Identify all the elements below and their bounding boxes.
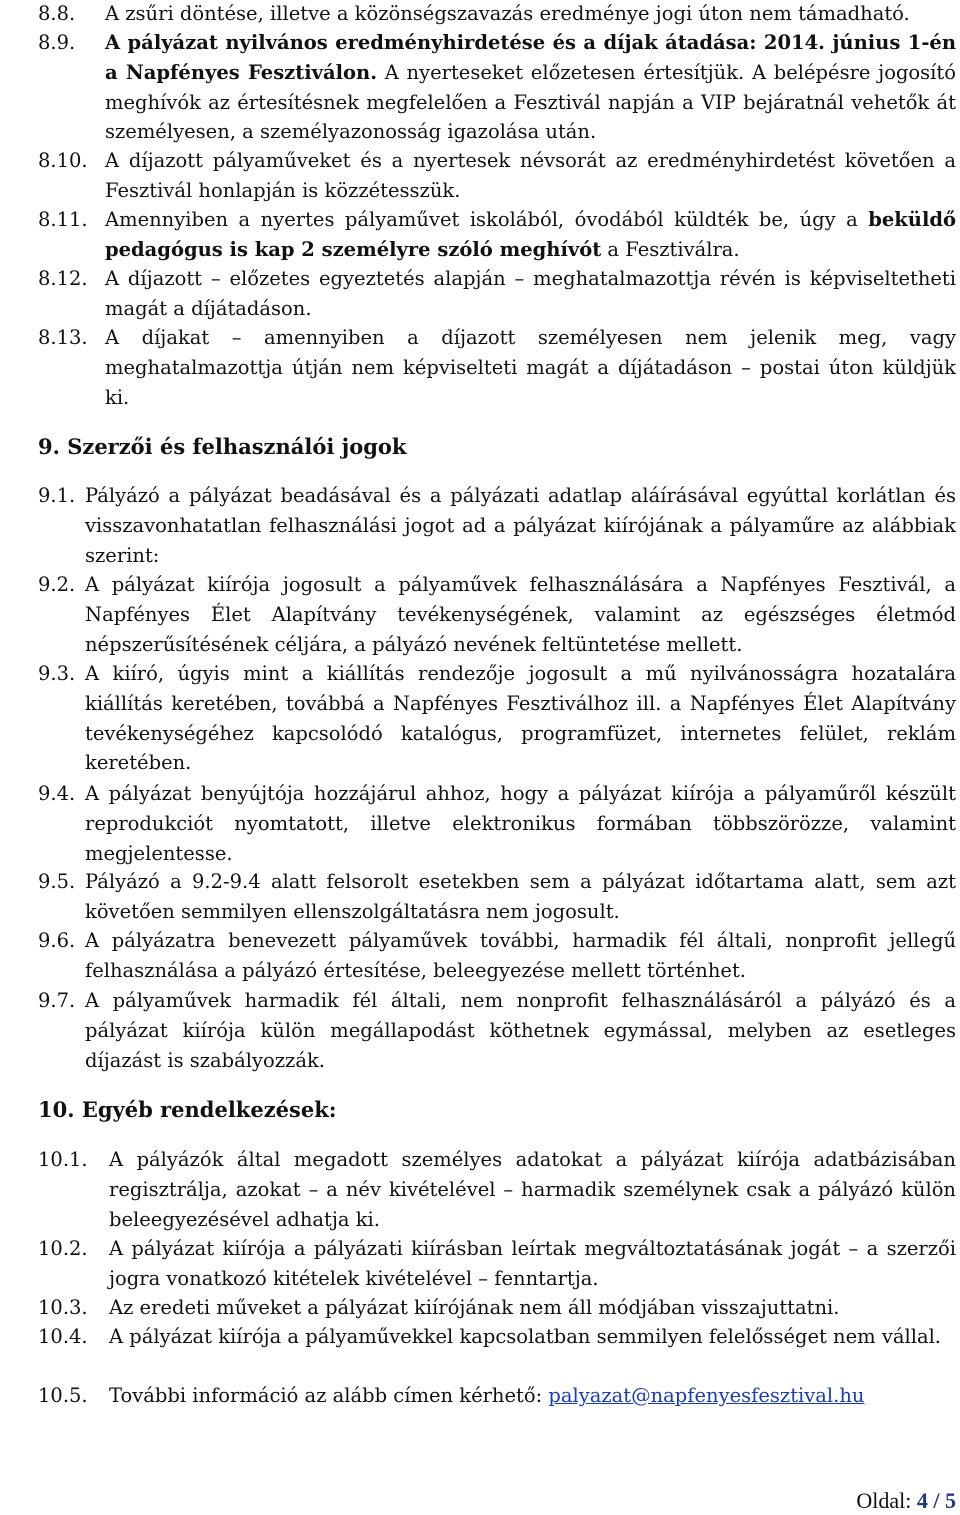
page-footer <box>856 1488 956 1514</box>
rule-text: A kiíró, úgyis mint a kiállítás rendezője jogosult a mű nyilvánosságra hozatalára kiállítás keretében, továbbá a Napfényes Fesztiválhoz ill. a Napfényes Élet Alapítvány tevékenységéhez kapcsolódó katalógus, programfüzet, internetes felület, reklám keretében. <box>85 662 956 775</box>
rule-text: A pályázók által megadott személyes adatokat a pályázat kiírója adatbázisában regisztrálja, azokat – a név kivételével – harmadik személynek csak a pályázó külön beleegyezésével adhatja ki. <box>109 1148 956 1231</box>
rule-9-2 <box>38 570 956 659</box>
rule-text: A pályázat kiírója jogosult a pályaművek felhasználására a Napfényes Fesztivál, a Napfényes Élet Alapítvány tevékenységének, valamint az egészséges életmód népszerűsítésének céljára, a pályázó nevének feltüntetése mellett. <box>85 573 956 656</box>
rule-number: 10.5. <box>38 1384 88 1407</box>
section-10-heading: 10. Egyéb rendelkezések: <box>38 1097 337 1122</box>
rule-text: A díjakat – amennyiben a díjazott személyesen nem jelenik meg, vagy meghatalmazottja útján nem képviselteti magát a díjátadáson – postai úton küldjük ki. <box>105 326 956 409</box>
rule-number: 9.3. <box>38 662 76 685</box>
rule-number: 8.11. <box>38 208 88 231</box>
page-label: Oldal: <box>856 1488 917 1513</box>
rule-number: 10.3. <box>38 1296 88 1319</box>
rule-10-5 <box>38 1381 956 1411</box>
rule-number: 9.2. <box>38 573 76 596</box>
rule-text: A pályázat kiírója a pályaművekkel kapcsolatban semmilyen felelősséget nem vállal. <box>109 1325 942 1348</box>
rule-number: 8.10. <box>38 149 88 172</box>
rule-text: A pályaművek harmadik fél általi, nem nonprofit felhasználásáról a pályázó és a pályázat kiírója külön megállapodást köthetnek egymással, melyben az esetleges díjazást is szabályozzák. <box>85 989 956 1072</box>
rule-number: 8.13. <box>38 326 88 349</box>
rule-text: A pályázat kiírója a pályázati kiírásban leírtak megváltoztatásának jogát – a szerzői jogra vonatkozó kitételek kivételével – fenntartja. <box>109 1237 956 1290</box>
rule-9-7 <box>38 986 956 1075</box>
rule-number: 10.4. <box>38 1325 88 1348</box>
rule-number: 8.12. <box>38 267 88 290</box>
page-number: 4 / 5 <box>916 1488 956 1513</box>
rule-text: A díjazott – előzetes egyeztetés alapján – meghatalmazottja révén is képviseltetheti magát a díjátadáson. <box>105 267 956 320</box>
rule-bold-text: A pályázat nyilvános eredményhirdetése és a díjak átadása: 2014. június 1-én a Napfényes Fesztiválon. <box>105 31 956 84</box>
rule-9-4 <box>38 779 956 868</box>
rule-8-11 <box>38 205 956 265</box>
rule-text: Pályázó a 9.2-9.4 alatt felsorolt esetekben sem a pályázat időtartama alatt, sem azt követően semmilyen ellenszolgáltatásra nem jogosult. <box>85 870 956 923</box>
rule-number: 9.4. <box>38 782 76 805</box>
rule-8-10 <box>38 146 956 206</box>
rule-text: A pályázatra benevezett pályaművek további, harmadik fél általi, nonprofit jellegű felhasználása a pályázó értesítése, beleegyezése mellett történhet. <box>85 929 956 982</box>
rule-number: 8.9. <box>38 31 76 54</box>
rule-10-2 <box>38 1234 956 1294</box>
rule-8-9 <box>38 28 956 147</box>
section-9-heading: 9. Szerzői és felhasználói jogok <box>38 434 407 459</box>
rule-text: További információ az alább címen kérhető: <box>109 1384 549 1407</box>
rule-8-13 <box>38 323 956 412</box>
rule-number: 9.6. <box>38 929 76 952</box>
rule-number: 10.1. <box>38 1148 88 1171</box>
rule-10-1 <box>38 1145 956 1234</box>
rule-text-end: a Fesztiválra. <box>601 237 740 261</box>
rule-text: Amennyiben a nyertes pályaművet iskolából, óvodából küldték be, úgy a <box>105 208 869 231</box>
rule-text: A pályázat benyújtója hozzájárul ahhoz, hogy a pályázat kiírója a pályaműről készült reprodukciót nyomtatott, illetve elektronikus formában többszörözze, valamint megjelentesse. <box>85 782 956 865</box>
rule-8-12 <box>38 264 956 324</box>
rule-9-6 <box>38 926 956 986</box>
rule-9-5 <box>38 867 956 927</box>
rule-10-4 <box>38 1322 956 1352</box>
rule-number: 9.7. <box>38 989 76 1012</box>
rule-number: 10.2. <box>38 1237 88 1260</box>
rule-text: Pályázó a pályázat beadásával és a pályázati adatlap aláírásával egyúttal korlátlan és visszavonhatatlan felhasználási jogot ad a pályázat kiírójának a pályaműre az alábbiak szerint: <box>85 484 956 567</box>
rule-9-3 <box>38 659 956 778</box>
email-link[interactable]: palyazat@napfenyesfesztival.hu <box>548 1384 865 1407</box>
rule-text: Az eredeti műveket a pályázat kiírójának nem áll módjában visszajuttatni. <box>109 1296 840 1319</box>
rule-10-3 <box>38 1293 956 1323</box>
rule-number: 9.5. <box>38 870 76 893</box>
rule-9-1 <box>38 481 956 570</box>
rule-text: A díjazott pályaműveket és a nyertesek névsorát az eredményhirdetést követően a Fesztivál honlapján is közzétesszük. <box>105 149 956 202</box>
rule-text: A zsűri döntése, illetve a közönségszavazás eredménye jogi úton nem támadható. <box>105 2 910 25</box>
rule-8-8 <box>38 0 956 29</box>
rule-bold-text: beküldő pedagógus is kap 2 személyre szóló meghívót <box>105 208 956 261</box>
rule-number: 9.1. <box>38 484 76 507</box>
rule-text: A nyerteseket előzetesen értesítjük. A belépésre jogosító meghívók az értesítésnek megfelelően a Fesztivál napján a VIP bejáratnál vehetők át személyesen, a személyazonosság igazolása után. <box>105 60 956 144</box>
rule-number: 8.8. <box>38 2 76 25</box>
